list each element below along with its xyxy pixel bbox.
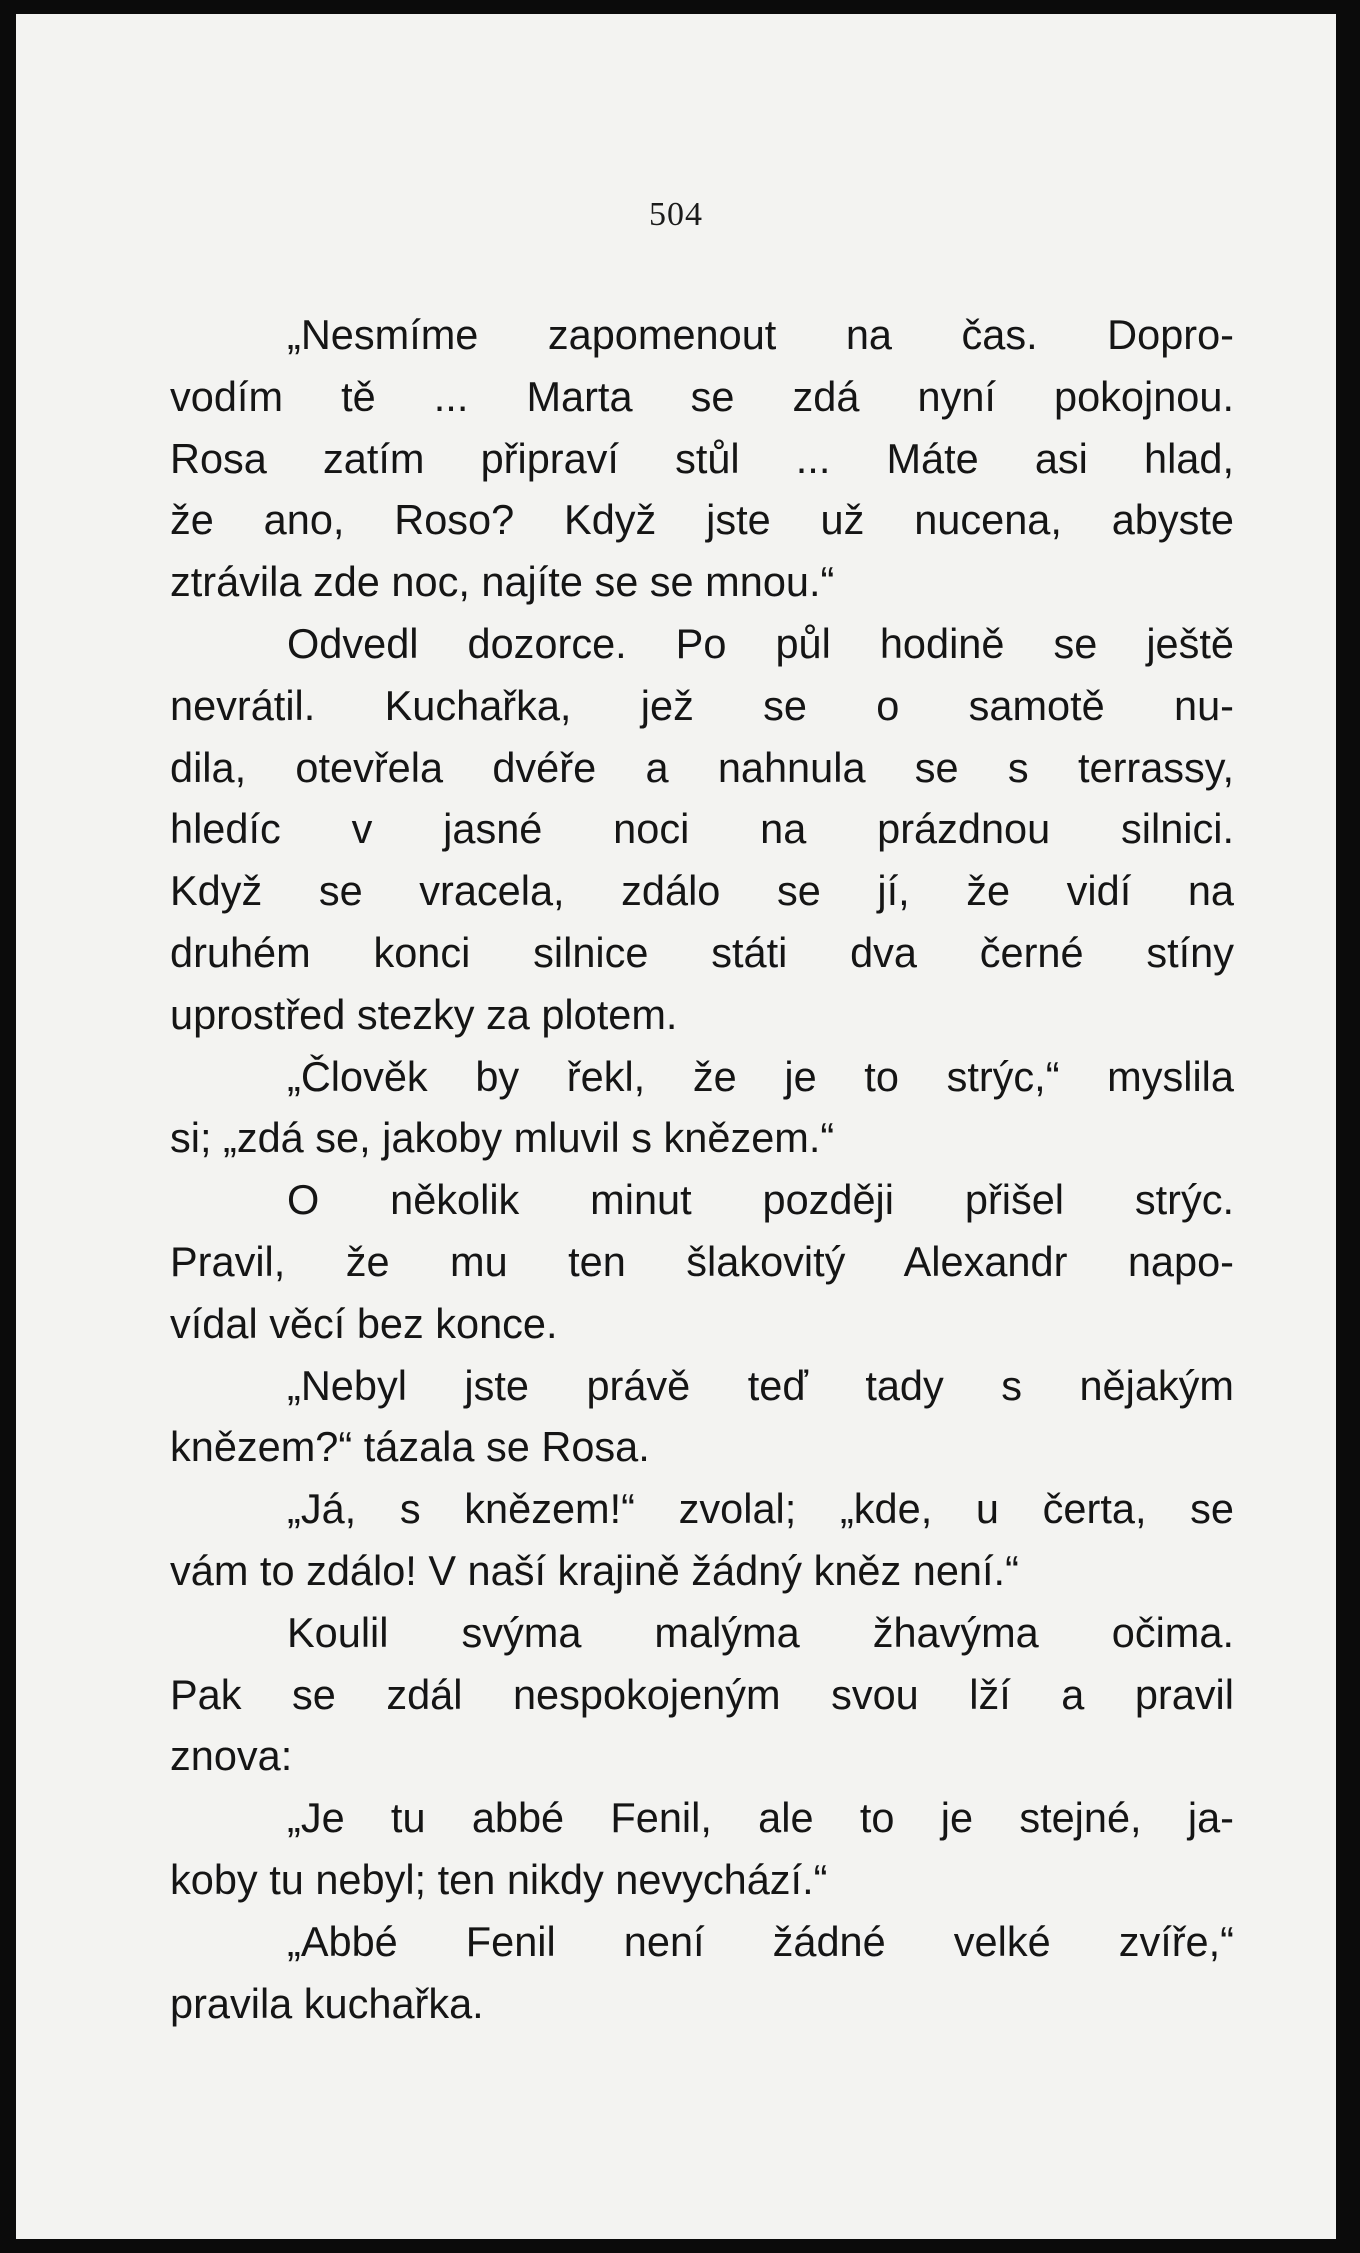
body-text xyxy=(170,304,1234,2034)
text-line: znova: xyxy=(170,1732,293,1780)
text-line: si; „zdá se, jakoby mluvil s knězem.“ xyxy=(170,1114,835,1162)
text-line: Když se vracela, zdálo se jí, že vidí na xyxy=(170,867,1234,915)
book-page xyxy=(16,14,1336,2239)
page-number: 504 xyxy=(649,196,703,233)
text-line: nevrátil. Kuchařka, jež se o samotě nu- xyxy=(170,681,1234,729)
text-line: ztrávila zde noc, najíte se se mnou.“ xyxy=(170,558,835,606)
text-line: koby tu nebyl; ten nikdy nevychází.“ xyxy=(170,1855,828,1903)
text-line: pravila kuchařka. xyxy=(170,1979,484,2027)
text-line: druhém konci silnice státi dva černé stíny xyxy=(170,928,1234,976)
text-line: Pravil, že mu ten šlakovitý Alexandr napo- xyxy=(170,1237,1234,1285)
text-line: dila, otevřela dvéře a nahnula se s terrassy, xyxy=(170,743,1234,791)
text-line: knězem?“ tázala se Rosa. xyxy=(170,1423,650,1471)
text-line: vám to zdálo! V naší krajině žádný kněz není.“ xyxy=(170,1546,1019,1594)
text-line: že ano, Roso? Když jste už nucena, abyste xyxy=(170,496,1234,544)
text-line: „Nesmíme zapomenout na čas. Dopro- xyxy=(287,311,1234,358)
text-line: O několik minut později přišel strýc. xyxy=(287,1176,1234,1224)
text-line: Koulil svýma malýma žhavýma očima. xyxy=(287,1608,1234,1656)
text-line: „Abbé Fenil není žádné velké zvíře,“ xyxy=(287,1917,1234,1965)
text-line: „Nebyl jste právě teď tady s nějakým xyxy=(287,1361,1234,1409)
text-line: „Já, s knězem!“ zvolal; „kde, u čerta, se xyxy=(287,1485,1234,1533)
text-line: hledíc v jasné noci na prázdnou silnici. xyxy=(170,805,1234,853)
text-line: Pak se zdál nespokojeným svou lží a pravil xyxy=(170,1670,1234,1718)
text-line: „Člověk by řekl, že je to strýc,“ myslila xyxy=(287,1052,1234,1100)
text-line: uprostřed stezky za plotem. xyxy=(170,990,678,1038)
text-line: vodím tě ... Marta se zdá nyní pokojnou. xyxy=(170,372,1234,420)
text-line: Rosa zatím připraví stůl ... Máte asi hlad, xyxy=(170,434,1234,482)
text-line: vídal věcí bez konce. xyxy=(170,1299,558,1347)
text-line: „Je tu abbé Fenil, ale to je stejné, ja- xyxy=(287,1794,1234,1842)
text-line: Odvedl dozorce. Po půl hodině se ještě xyxy=(287,619,1234,667)
